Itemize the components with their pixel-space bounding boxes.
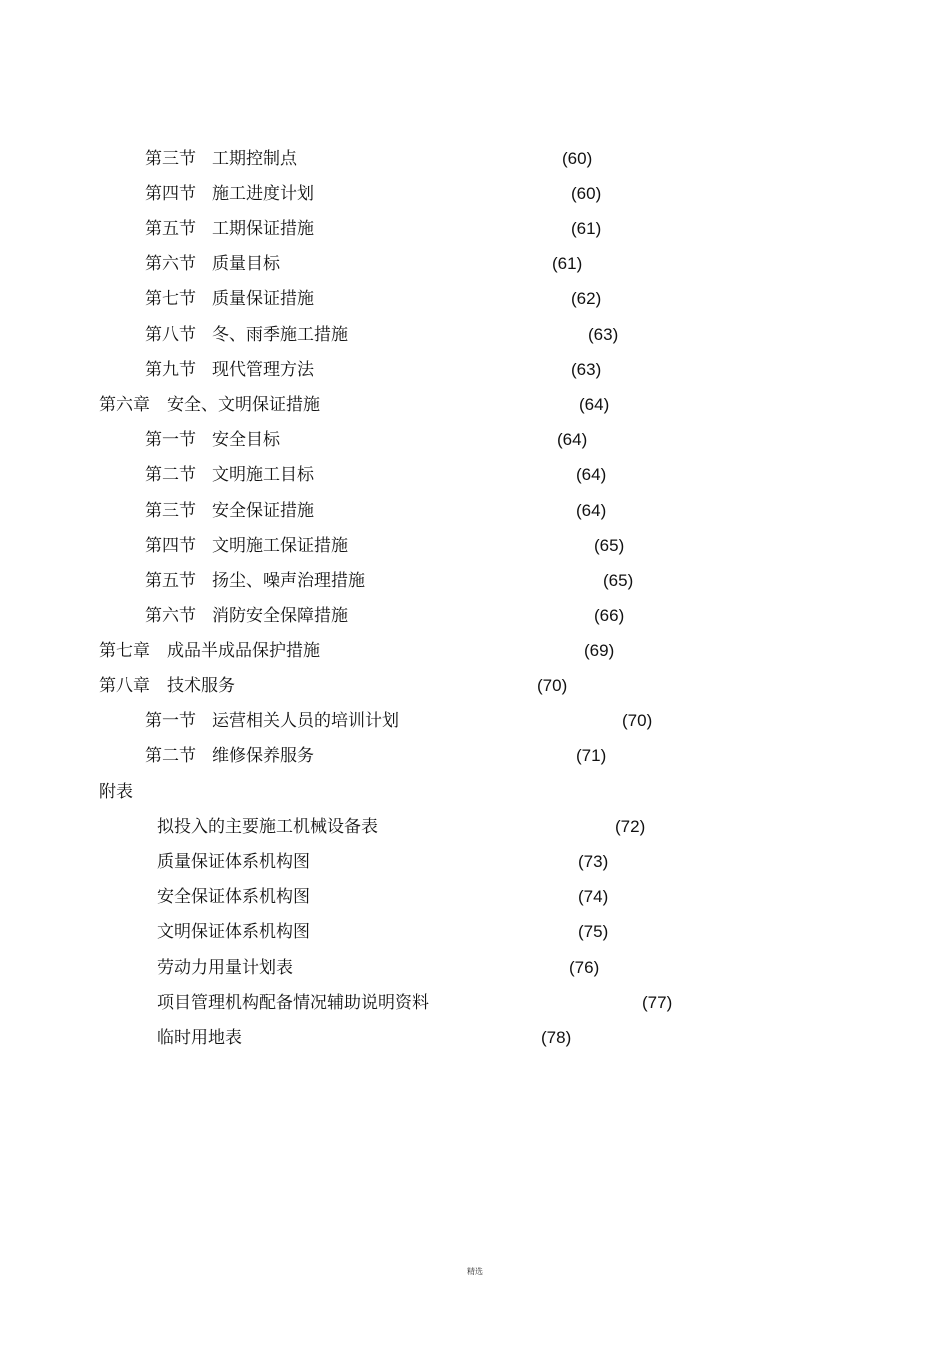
toc-title: 安全保证措施 [212,501,314,521]
toc-page-number: (77) [642,993,673,1012]
toc-label: 第六节 [145,254,196,274]
toc-label: 第八节 [145,325,196,345]
toc-title: 安全目标 [212,430,280,450]
toc-page-number: (75) [578,922,609,941]
toc-title: 文明保证体系机构图 [157,922,310,942]
footer-mark: 精选 [467,1267,483,1276]
toc-label: 第九节 [145,360,196,380]
toc-page-number: (64) [576,465,607,484]
toc-label: 第六章 [99,395,150,415]
toc-page-number: (71) [576,746,607,765]
toc-page-number: (74) [578,887,609,906]
toc-label: 第四节 [145,184,196,204]
toc-label: 第七节 [145,289,196,309]
toc-label: 第二节 [145,746,196,766]
toc-page-number: (61) [571,219,602,238]
toc-label: 第八章 [99,676,150,696]
toc-label: 第一节 [145,711,196,731]
toc-page-number: (65) [603,571,634,590]
toc-label: 第二节 [145,465,196,485]
toc-title: 安全保证体系机构图 [157,887,310,907]
toc-page-number: (63) [571,360,602,379]
toc-label: 第六节 [145,606,196,626]
toc-label: 第五节 [145,571,196,591]
toc-page-number: (62) [571,289,602,308]
toc-title: 消防安全保障措施 [212,606,348,626]
toc-title: 成品半成品保护措施 [167,641,320,661]
toc-title: 冬、雨季施工措施 [212,325,348,345]
toc-page-number: (64) [576,501,607,520]
toc-label: 第七章 [99,641,150,661]
toc-title: 项目管理机构配备情况辅助说明资料 [157,993,429,1013]
toc-title: 扬尘、噪声治理措施 [212,571,365,591]
toc-title: 安全、文明保证措施 [167,395,320,415]
toc-title: 技术服务 [167,676,235,696]
toc-label: 第三节 [145,149,196,169]
toc-label: 第四节 [145,536,196,556]
toc-label: 第五节 [145,219,196,239]
toc-page-number: (66) [594,606,625,625]
toc-page-number: (64) [557,430,588,449]
toc-page-number: (70) [622,711,653,730]
toc-title: 质量保证措施 [212,289,314,309]
toc-page-number: (64) [579,395,610,414]
toc-label: 第一节 [145,430,196,450]
toc-title: 文明施工保证措施 [212,536,348,556]
toc-page-number: (78) [541,1028,572,1047]
toc-title: 施工进度计划 [212,184,314,204]
toc-title: 质量保证体系机构图 [157,852,310,872]
toc-title: 临时用地表 [157,1028,242,1048]
toc-page-number: (65) [594,536,625,555]
toc-title: 质量目标 [212,254,280,274]
toc-title: 现代管理方法 [212,360,314,380]
toc-title: 文明施工目标 [212,465,314,485]
toc-page-number: (72) [615,817,646,836]
toc-title: 附表 [99,782,133,802]
toc-page-number: (61) [552,254,583,273]
toc-title: 运营相关人员的培训计划 [212,711,399,731]
toc-label: 第三节 [145,501,196,521]
toc-page-number: (63) [588,325,619,344]
toc-page-number: (69) [584,641,615,660]
toc-page-number: (60) [562,149,593,168]
toc-title: 维修保养服务 [212,746,314,766]
toc-title: 工期保证措施 [212,219,314,239]
toc-page-number: (60) [571,184,602,203]
toc-page-number: (70) [537,676,568,695]
toc-title: 工期控制点 [212,149,297,169]
toc-title: 拟投入的主要施工机械设备表 [157,817,378,837]
toc-page-number: (76) [569,958,600,977]
toc-title: 劳动力用量计划表 [157,958,293,978]
toc-page-number: (73) [578,852,609,871]
